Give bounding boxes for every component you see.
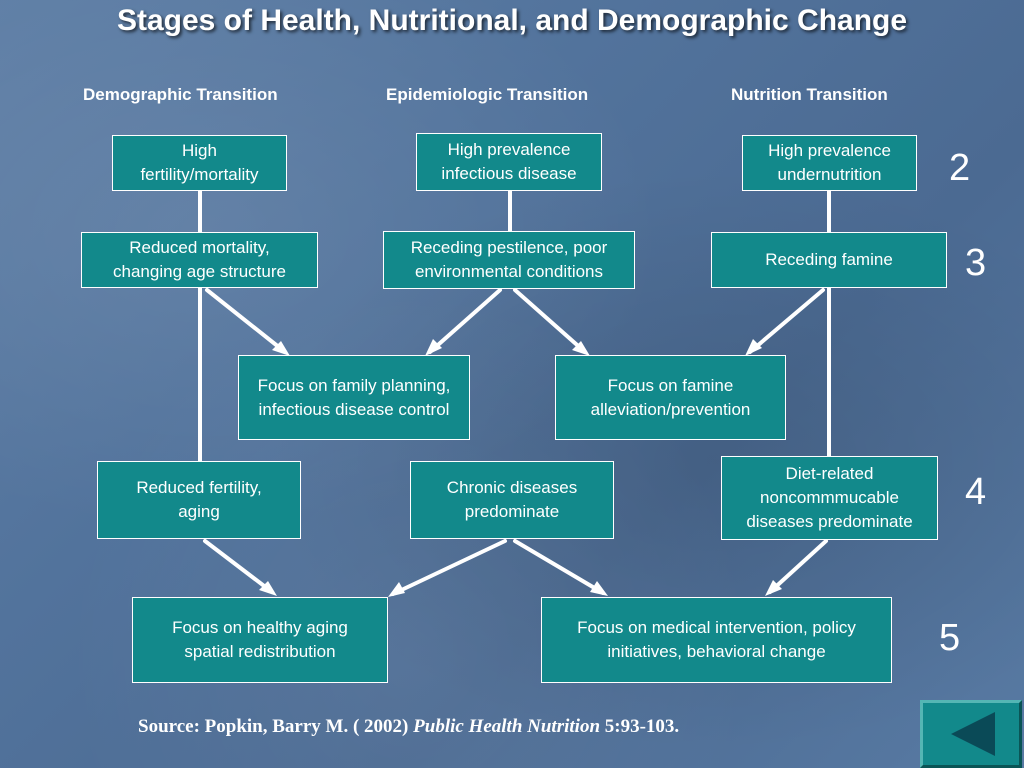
slide-title: Stages of Health, Nutritional, and Demographic Change <box>116 4 908 37</box>
source-prefix: Source: Popkin, Barry M. ( 2002) <box>138 716 414 737</box>
box-focus-medical-intervention: Focus on medical intervention, policy initiatives, behavioral change <box>541 597 892 683</box>
column-header-epidemiologic: Epidemiologic Transition <box>386 85 589 104</box>
box-high-fertility-mortality: High fertility/mortality <box>112 135 287 191</box>
arrow-chronic-to-medical <box>515 541 603 593</box>
box-reduced-mortality: Reduced mortality, changing age structure <box>81 232 318 288</box>
box-reduced-fertility-aging: Reduced fertility, aging <box>97 461 301 539</box>
box-focus-famine-alleviation: Focus on famine alleviation/prevention <box>555 355 786 440</box>
arrow-chronic-to-aging <box>393 541 505 594</box>
arrow-epi-to-famine <box>515 290 585 352</box>
box-chronic-diseases: Chronic diseases predominate <box>410 461 614 539</box>
stage-number-2: 2 <box>949 147 971 189</box>
stage-number-3: 3 <box>965 242 987 284</box>
box-high-prevalence-undernutrition: High prevalence undernutrition <box>742 135 917 191</box>
arrow-nut-to-famine <box>750 290 823 352</box>
arrowhead-aging-right <box>388 582 405 597</box>
box-focus-healthy-aging: Focus on healthy aging spatial redistribution <box>132 597 388 683</box>
box-high-prevalence-infectious: High prevalence infectious disease <box>416 133 602 191</box>
box-diet-related-ncd: Diet-related noncommmucable diseases predominate <box>721 456 938 540</box>
stage-number-4: 4 <box>965 471 987 513</box>
back-arrow-icon <box>951 712 995 756</box>
arrow-fertility-to-aging <box>205 541 272 592</box>
column-header-demographic: Demographic Transition <box>83 85 278 104</box>
box-receding-pestilence: Receding pestilence, poor environmental conditions <box>383 231 635 289</box>
arrow-diet-to-medical <box>770 541 826 592</box>
arrowhead-medical-left <box>590 581 608 596</box>
source-citation <box>138 716 679 738</box>
box-receding-famine: Receding famine <box>711 232 947 288</box>
arrow-epi-to-family <box>430 290 500 352</box>
stage-number-5: 5 <box>939 617 961 659</box>
box-focus-family-planning: Focus on family planning, infectious disease control <box>238 355 470 440</box>
arrow-demo-to-family <box>207 290 285 352</box>
column-header-nutrition: Nutrition Transition <box>731 85 888 104</box>
source-journal: Public Health Nutrition <box>413 716 601 737</box>
source-suffix: 5:93-103. <box>600 716 680 737</box>
back-button[interactable] <box>920 700 1022 768</box>
